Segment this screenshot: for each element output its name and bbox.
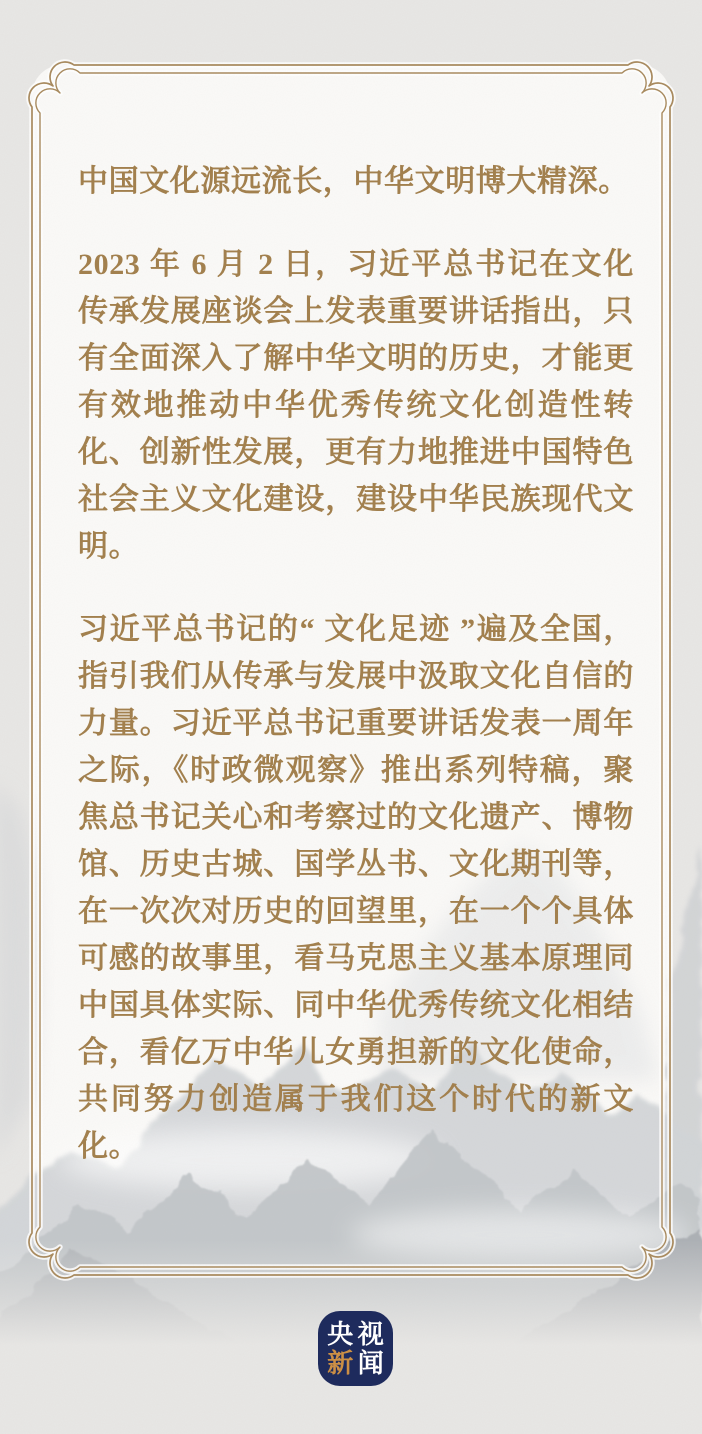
badge-char: 视 xyxy=(357,1318,384,1349)
badge-char: 闻 xyxy=(357,1348,384,1379)
poster-paragraph-speech: 2023 年 6 月 2 日，习近平总书记在文化传承发展座谈会上发表重要讲话指出，只有全面深入了解中华文明的历史，才能更有效地推动中华优秀传统文化创造性转化、创新性发展，更有力地推进中国特色社会主义文化建设，建设中华民族现代文明。 xyxy=(78,248,634,563)
poster-text xyxy=(78,158,634,1206)
cctv-news-logo-badge xyxy=(318,1311,393,1386)
poster-paragraph-intro: 中国文化源远流长，中华文明博大精深。 xyxy=(78,165,629,198)
badge-char-accent: 新 xyxy=(327,1348,354,1379)
badge-char: 央 xyxy=(327,1318,354,1349)
poster-paragraph-series: 习近平总书记的“ 文化足迹 ”遍及全国，指引我们从传承与发展中汲取文化自信的力量。习近平总书记重要讲话发表一周年之际，《时政微观察》推出系列特稿，聚焦总书记关心和考察过的文化遗产、博物馆、历史古城、国学丛书、文化期刊等，在一次次对历史的回望里，在一个个具体可感的故事里，看马克思主义基本原理同中国具体实际、同中华优秀传统文化相结合，看亿万中华儿女勇担新的文化使命，共同努力创造属于我们这个时代的新文化。 xyxy=(78,613,634,1163)
